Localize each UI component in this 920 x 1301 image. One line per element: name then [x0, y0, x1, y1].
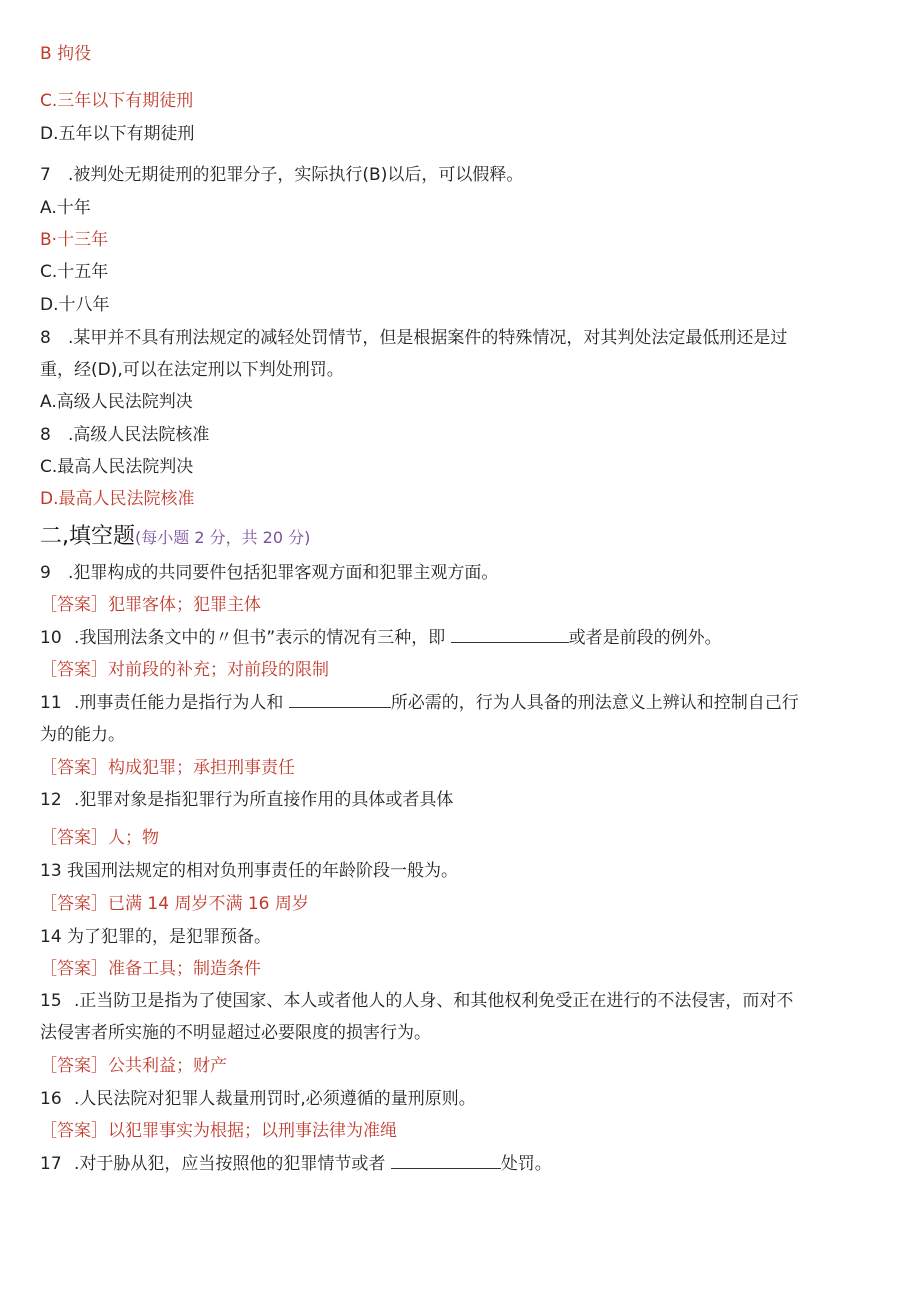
- question-16: [40, 1087, 476, 1111]
- question-15-line2: 法侵害者所实施的不明显超过必要限度的损害行为。: [40, 1023, 431, 1043]
- question-number: 8: [40, 328, 51, 348]
- question-text: .犯罪对象是指犯罪行为所直接作用的具体或者具体: [74, 790, 454, 810]
- answer-10: ［答案］对前段的补充；对前段的限制: [40, 660, 329, 680]
- question-number: 17: [40, 1154, 62, 1174]
- question-8-line2: 重，经(D),可以在法定刑以下判处刑罚。: [40, 360, 344, 380]
- answer-15: ［答案］公共利益；财产: [40, 1056, 227, 1076]
- question-number: 7: [40, 165, 51, 185]
- answer-13: ［答案］已满 14 周岁不满 16 周岁: [40, 894, 309, 914]
- question-9: [40, 561, 498, 585]
- option-text: .高级人民法院核准: [68, 425, 210, 445]
- q8-option-d: D.最高人民法院核准: [40, 489, 195, 509]
- blank-line: [451, 626, 569, 643]
- answer-12: ［答案］人；物: [40, 828, 159, 848]
- question-14: 14 为了犯罪的，是犯罪预备。: [40, 927, 272, 947]
- option-c-three-years: C.三年以下有期徒刑: [40, 91, 194, 111]
- question-11: [40, 691, 799, 715]
- question-15: [40, 989, 793, 1013]
- question-number: 12: [40, 790, 62, 810]
- q8-option-c: C.最高人民法院判决: [40, 457, 194, 477]
- question-17: [40, 1152, 552, 1176]
- answer-14: ［答案］准备工具；制造条件: [40, 959, 261, 979]
- q7-option-b: B·十三年: [40, 230, 109, 250]
- option-number: 8: [40, 425, 51, 445]
- question-7: [40, 163, 523, 187]
- question-10: [40, 626, 722, 650]
- question-text-after: 所必需的，行为人具备的刑法意义上辨认和控制自己行: [390, 693, 799, 713]
- question-number: 11: [40, 693, 62, 713]
- question-12: [40, 788, 453, 812]
- answer-9: ［答案］犯罪客体；犯罪主体: [40, 595, 261, 615]
- question-text: .人民法院对犯罪人裁量刑罚时,必须遵循的量刑原则。: [74, 1089, 476, 1109]
- question-number: 15: [40, 991, 62, 1011]
- question-number: 16: [40, 1089, 62, 1109]
- blank-line: [391, 1152, 501, 1169]
- question-13: 13 我国刑法规定的相对负刑事责任的年龄阶段一般为。: [40, 861, 459, 881]
- blank-line: [289, 691, 391, 708]
- answer-11: ［答案］构成犯罪；承担刑事责任: [40, 758, 295, 778]
- q7-option-c: C.十五年: [40, 262, 109, 282]
- question-text-before: .刑事责任能力是指行为人和: [74, 693, 284, 713]
- section-title: 二,填空题: [40, 524, 135, 549]
- q8-option-a: A.高级人民法院判决: [40, 392, 193, 412]
- q7-option-a: A.十年: [40, 198, 91, 218]
- section-heading: [40, 523, 310, 552]
- question-text-after: 处罚。: [500, 1154, 552, 1174]
- q8-option-b: [40, 423, 209, 447]
- question-8: [40, 326, 787, 350]
- question-number: 10: [40, 628, 62, 648]
- q7-option-d: D.十八年: [40, 295, 110, 315]
- question-text: .正当防卫是指为了使国家、本人或者他人的人身、和其他权利免受正在进行的不法侵害，而对不: [74, 991, 794, 1011]
- question-text: .犯罪构成的共同要件包括犯罪客观方面和犯罪主观方面。: [68, 563, 499, 583]
- section-subtitle: (每小题 2 分，共 20 分): [135, 528, 311, 547]
- answer-16: ［答案］以犯罪事实为根据；以刑事法律为准绳: [40, 1121, 397, 1141]
- question-text-after: 或者是前段的例外。: [568, 628, 722, 648]
- option-b-detention: B 拘役: [40, 44, 92, 64]
- option-d-five-years: D.五年以下有期徒刑: [40, 124, 195, 144]
- question-text-before: .我国刑法条文中的〃但书”表示的情况有三种，即: [74, 628, 446, 648]
- question-text: .某甲并不具有刑法规定的减轻处罚情节，但是根据案件的特殊情况，对其判处法定最低刑还是过: [68, 328, 788, 348]
- question-text-before: .对于胁从犯，应当按照他的犯罪情节或者: [74, 1154, 386, 1174]
- question-11-line2: 为的能力。: [40, 725, 125, 745]
- question-number: 9: [40, 563, 51, 583]
- question-text: .被判处无期徒刑的犯罪分子，实际执行(B)以后，可以假释。: [68, 165, 524, 185]
